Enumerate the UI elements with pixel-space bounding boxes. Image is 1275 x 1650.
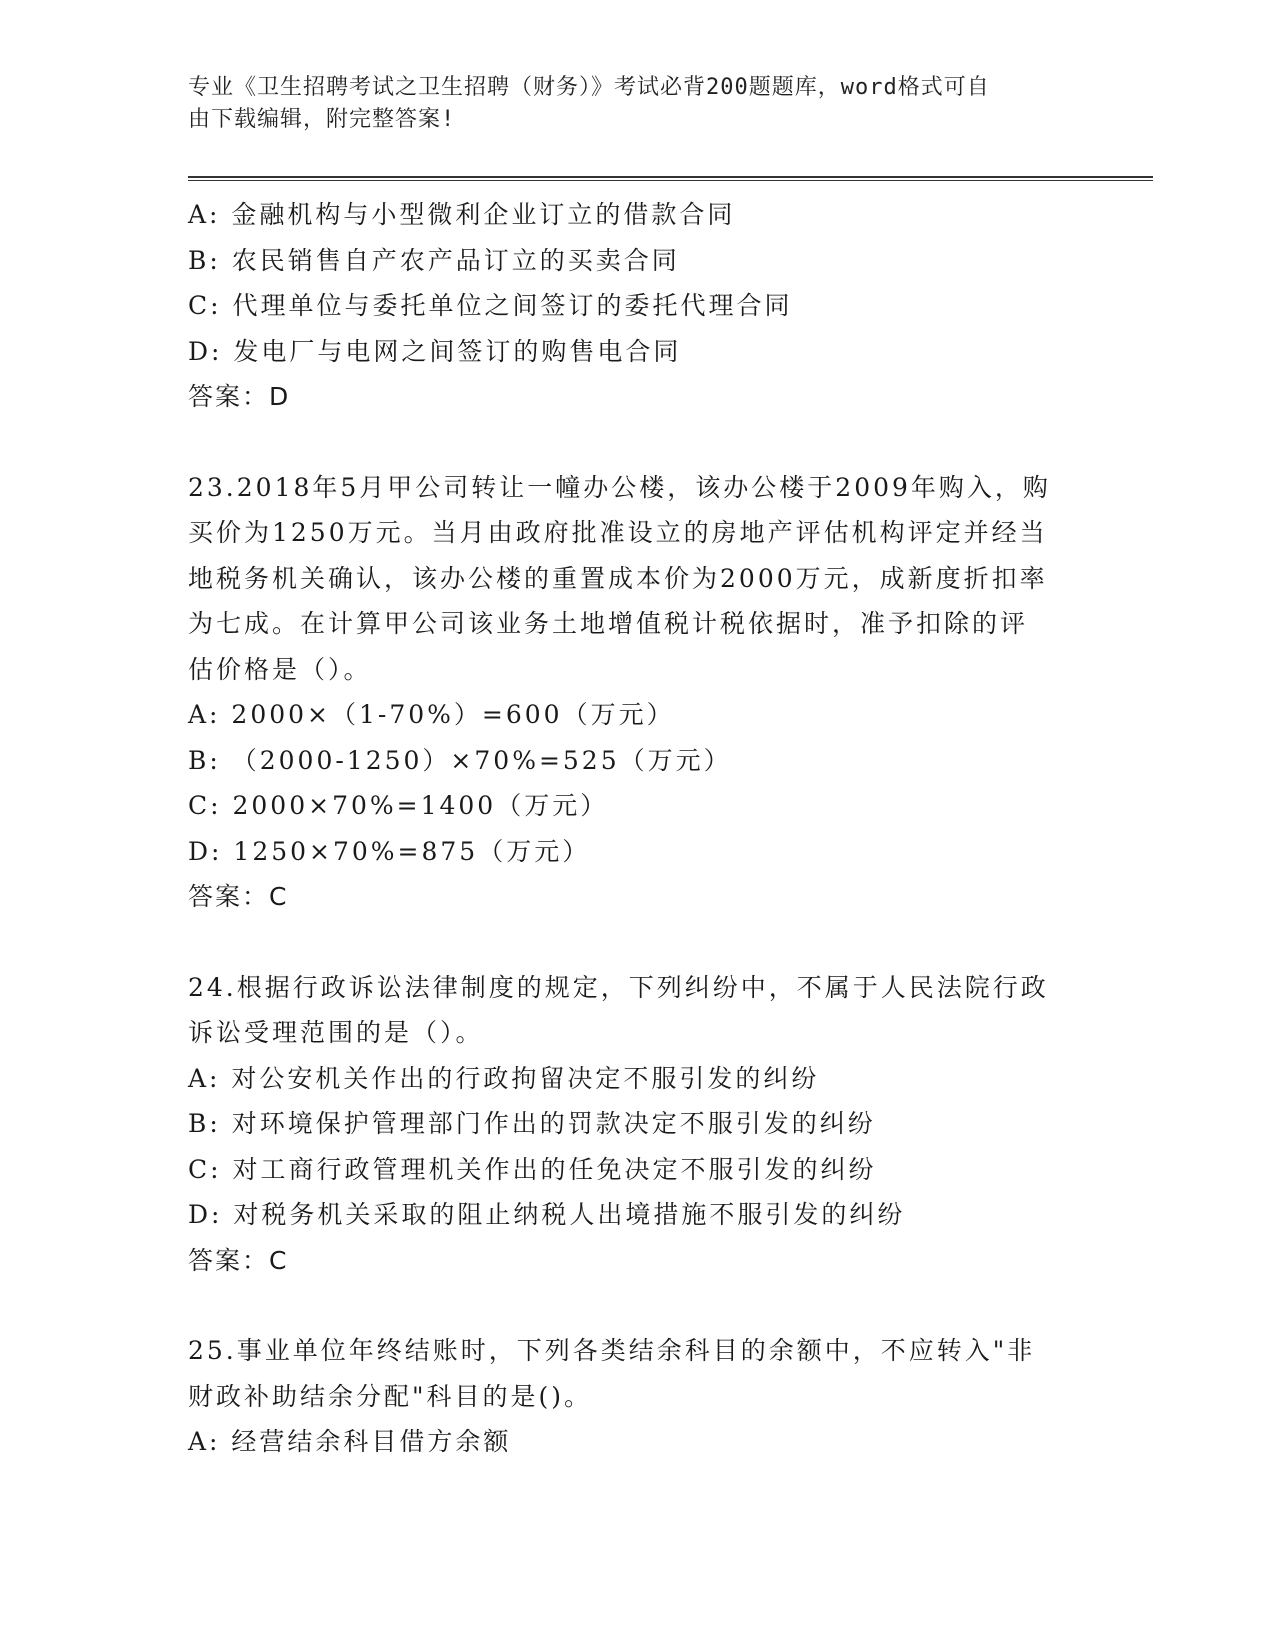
option-d: D: 对税务机关采取的阻止纳税人出境措施不服引发的纠纷: [188, 1200, 906, 1229]
option-c: C: 对工商行政管理机关作出的任免决定不服引发的纠纷: [188, 1154, 877, 1184]
header-line-2: 由下载编辑，附完整答案!: [188, 107, 456, 132]
option-a: A: 对公安机关作出的行政拘留决定不服引发的纠纷: [188, 1063, 820, 1093]
question-25: [188, 1328, 1088, 1465]
question-stem-line: 财政补助结余分配"科目的是()。: [188, 1381, 593, 1411]
answer: 答案：C: [188, 1245, 289, 1275]
question-stem-line: 为七成。在计算甲公司该业务土地增值税计税依据时，准予扣除的评: [188, 609, 1029, 638]
question-23: [188, 465, 1088, 920]
question-list: [188, 192, 1088, 1465]
question-stem-line: 23.2018年5月甲公司转让一幢办公楼，该办公楼于2009年购入，购: [188, 472, 1051, 502]
question-stem-line: 地税务机关确认，该办公楼的重置成本价为2000万元，成新度折扣率: [188, 563, 1048, 593]
question-stem-line: 买价为1250万元。当月由政府批准设立的房地产评估机构评定并经当: [188, 518, 1048, 547]
answer: 答案：D: [188, 382, 291, 411]
question-stem-line: 25.事业单位年终结账时，下列各类结余科目的余额中，不应转入"非: [188, 1336, 1036, 1365]
option-d: D: 发电厂与电网之间签订的购售电合同: [188, 336, 682, 366]
header-divider: [188, 176, 1153, 181]
option-b: B: 农民销售自产农产品订立的买卖合同: [188, 245, 680, 275]
header-line-1: 专业《卫生招聘考试之卫生招聘（财务）》考试必背200题题库，word格式可自: [188, 75, 990, 100]
option-c: C: 2000×70%=1400（万元）: [188, 791, 609, 820]
option-a: A: 2000×（1-70%）=600（万元）: [188, 700, 675, 729]
answer: 答案：C: [188, 882, 289, 911]
question-22: [188, 192, 1088, 420]
option-d: D: 1250×70%=875（万元）: [188, 836, 591, 866]
question-24: [188, 965, 1088, 1284]
option-a: A: 金融机构与小型微利企业订立的借款合同: [188, 200, 736, 229]
question-stem-line: 诉讼受理范围的是（）。: [188, 1018, 484, 1047]
document-header: [188, 72, 1068, 136]
question-stem-line: 24.根据行政诉讼法律制度的规定，下列纠纷中，不属于人民法院行政: [188, 972, 1049, 1002]
question-stem-line: 估价格是（）。: [188, 654, 372, 684]
option-b: B: 对环境保护管理部门作出的罚款决定不服引发的纠纷: [188, 1109, 876, 1138]
option-b: B: （2000-1250）×70%=525（万元）: [188, 745, 732, 775]
option-c: C: 代理单位与委托单位之间签订的委托代理合同: [188, 291, 793, 320]
option-a: A: 经营结余科目借方余额: [188, 1427, 512, 1456]
